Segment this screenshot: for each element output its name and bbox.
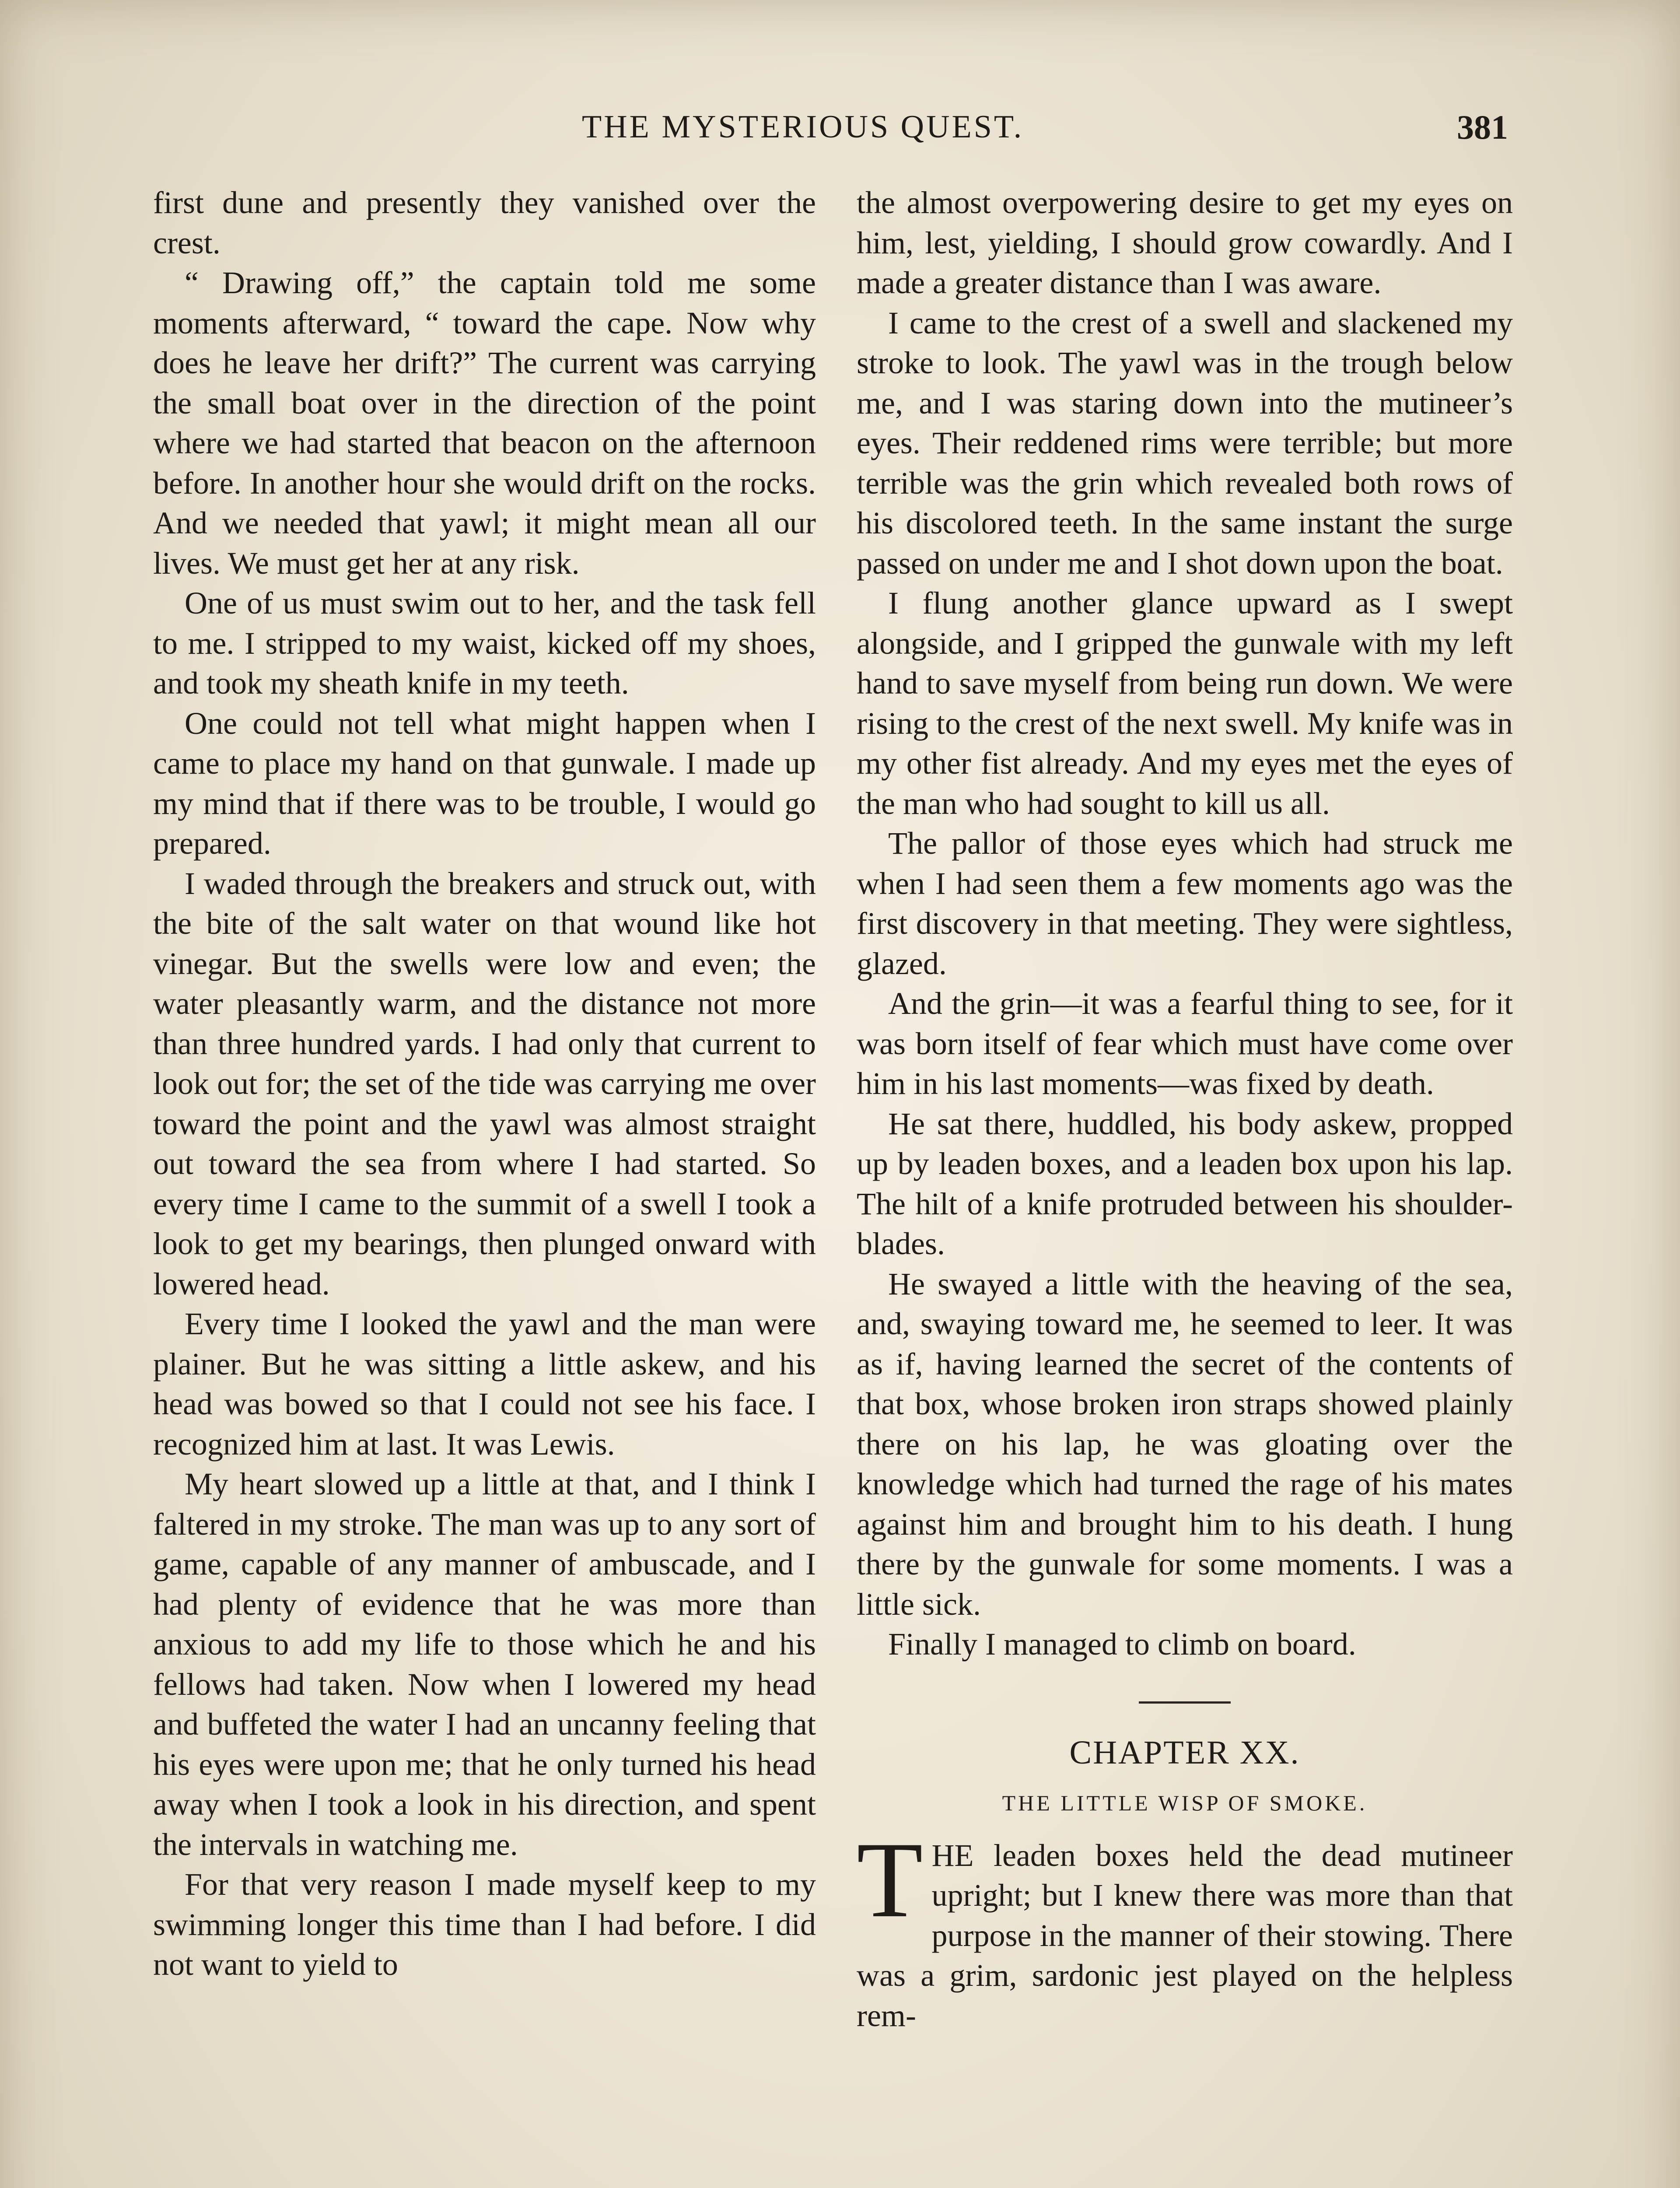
paragraph: One of us must swim out to her, and the task fell to me. I stripped to my waist, kicked off my shoes, and took my sheath knife in my teeth. <box>153 586 816 701</box>
paragraph: I came to the crest of a swell and slackened my stroke to look. The yawl was in the trough below me, and I was staring down into the mutineer’s eyes. Their reddened rims were terrible; but more terrible was the grin which revealed both rows of his discolored teeth. In the same instant the surge passed on under me and I shot down upon the boat. <box>857 305 1513 581</box>
paragraph: He sat there, huddled, his body askew, propped up by leaden boxes, and a leaden box upon his lap. The hilt of a knife protruded between his shoulder-blades. <box>857 1106 1513 1261</box>
page-number: 381 <box>1457 108 1508 146</box>
paragraph: The pallor of those eyes which had struck me when I had seen them a few moments ago was the first discovery in that meeting. They were sightless, glazed. <box>857 826 1513 981</box>
paragraph: And the grin—it was a fearful thing to see, for it was born itself of fear which must have come over him in his last moments—was fixed by death. <box>857 986 1513 1101</box>
paragraph: He swayed a little with the heaving of the sea, and, swaying toward me, he seemed to leer. It was as if, having learned the secret of the contents of that box, whose broken iron straps showed plainly there on his lap, he was gloating over the knowledge which had turned the rage of his mates against him and brought him to his death. I hung there by the gunwale for some moments. I was a little sick. <box>857 1266 1513 1622</box>
section-divider <box>1139 1701 1231 1704</box>
paragraph: My heart slowed up a little at that, and I think I faltered in my stroke. The man was up to any sort of game, capable of any manner of ambuscade, and I had plenty of evidence that he was more than anxious to add my life to those which he and his fellows had taken. Now when I lowered my head and buffeted the water I had an uncanny feeling that his eyes were upon me; that he only turned his head away when I took a look in his direction, and spent the intervals in watching me. <box>153 1466 816 1862</box>
paragraph: the almost overpowering desire to get my eyes on him, lest, yielding, I should grow cowardly. And I made a greater distance than I was aware. <box>857 185 1513 300</box>
drop-cap: T <box>857 1819 923 1940</box>
paragraph: Finally I managed to climb on board. <box>888 1627 1356 1662</box>
paragraph: first dune and presently they vanished over the crest. <box>153 185 816 260</box>
paragraph: I waded through the breakers and struck out, with the bite of the salt water on that wound like hot vinegar. But the swells were low and even; the water pleasantly warm, and the distance not more than three hundred yards. I had only that current to look out for; the set of the tide was carrying me over toward the point and the yawl was almost straight out toward the sea from where I had started. So every time I came to the summit of a swell I took a look to get my bearings, then plunged onward with lowered head. <box>153 866 816 1301</box>
paragraph: One could not tell what might happen when I came to place my hand on that gunwale. I made up my mind that if there was to be trouble, I would go prepared. <box>153 705 816 861</box>
paragraph: For that very reason I made myself keep to my swimming longer this time than I had before. I did not want to yield to <box>153 1867 816 1982</box>
chapter-opening-paragraph <box>857 1819 1513 2036</box>
chapter-title: CHAPTER XX. <box>1069 1734 1300 1771</box>
chapter-opening-text: HE leaden boxes held the dead mutineer upright; but I knew there was more than that purpose in the manner of their stowing. There was a grim, sardonic jest played on the helpless rem- <box>857 1837 1513 2033</box>
paragraph: Every time I looked the yawl and the man were plainer. But he was sitting a little askew, and his head was bowed so that I could not see his face. I recognized him at last. It was Lewis. <box>153 1306 816 1462</box>
paragraph: “ Drawing off,” the captain told me some moments afterward, “ toward the cape. Now why does he leave her drift?” The current was carrying the small boat over in the direction of the point where we had started that beacon on the afternoon before. In another hour she would drift on the rocks. And we needed that yawl; it might mean all our lives. We must get her at any risk. <box>153 265 816 581</box>
running-header: THE MYSTERIOUS QUEST. <box>582 109 1024 145</box>
right-column <box>857 183 1513 2036</box>
left-column <box>153 183 816 1985</box>
paragraph: I flung another glance upward as I swept alongside, and I gripped the gunwale with my left hand to save myself from being run down. We were rising to the crest of the next swell. My knife was in my other fist already. And my eyes met the eyes of the man who had sought to kill us all. <box>857 586 1513 821</box>
chapter-subtitle: THE LITTLE WISP OF SMOKE. <box>1002 1790 1368 1815</box>
